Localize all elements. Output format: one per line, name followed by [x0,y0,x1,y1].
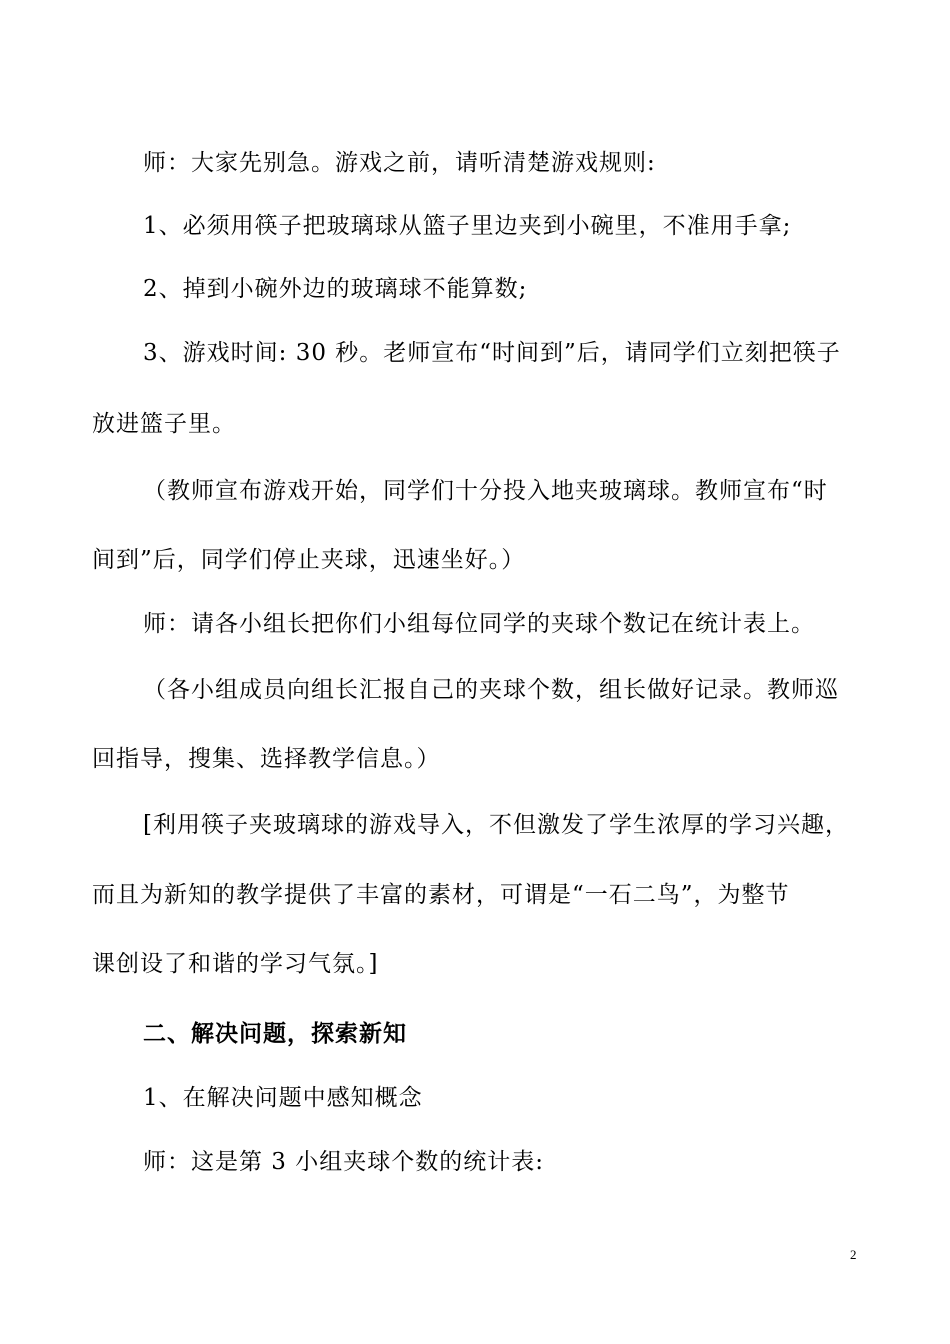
rule-3-line-1: 3、游戏时间: 30 秒。老师宣布“时间到”后，请同学们立刻把筷子 [143,340,841,366]
group-report-note-line-2: 回指导，搜集、选择教学信息。） [92,746,441,772]
group-report-note-line-1: （各小组成员向组长汇报自己的夹球个数，组长做好记录。教师巡 [143,677,839,703]
paragraph-teacher-rules-intro: 师：大家先别急。游戏之前，请听清楚游戏规则: [143,150,656,176]
page-number: 2 [850,1247,857,1262]
game-start-note-line-1: （教师宣布游戏开始，同学们十分投入地夹玻璃球。教师宣布“时 [143,478,828,504]
teacher-stats-table-intro: 师：这是第 3 小组夹球个数的统计表: [143,1149,545,1175]
rule-1: 1、必须用筷子把玻璃球从篮子里边夹到小碗里，不准用手拿; [143,213,792,239]
commentary-line-1: [利用筷子夹玻璃球的游戏导入，不但激发了学生浓厚的学习兴趣， [143,812,849,838]
game-start-note-line-2: 间到”后，同学们停止夹球，迅速坐好。） [92,547,526,573]
rule-2: 2、掉到小碗外边的玻璃球不能算数; [143,276,528,302]
teacher-record-instruction: 师：请各小组长把你们小组每位同学的夹球个数记在统计表上。 [143,611,815,637]
section-heading-2: 二、解决问题，探索新知 [143,1021,407,1047]
rule-3-line-2: 放进篮子里。 [92,411,236,437]
commentary-line-3: 课创设了和谐的学习气氛。] [92,951,379,977]
commentary-line-2: 而且为新知的教学提供了丰富的素材，可谓是“一石二鸟”，为整节 [92,882,790,908]
subsection-heading-1: 1、在解决问题中感知概念 [143,1085,423,1111]
